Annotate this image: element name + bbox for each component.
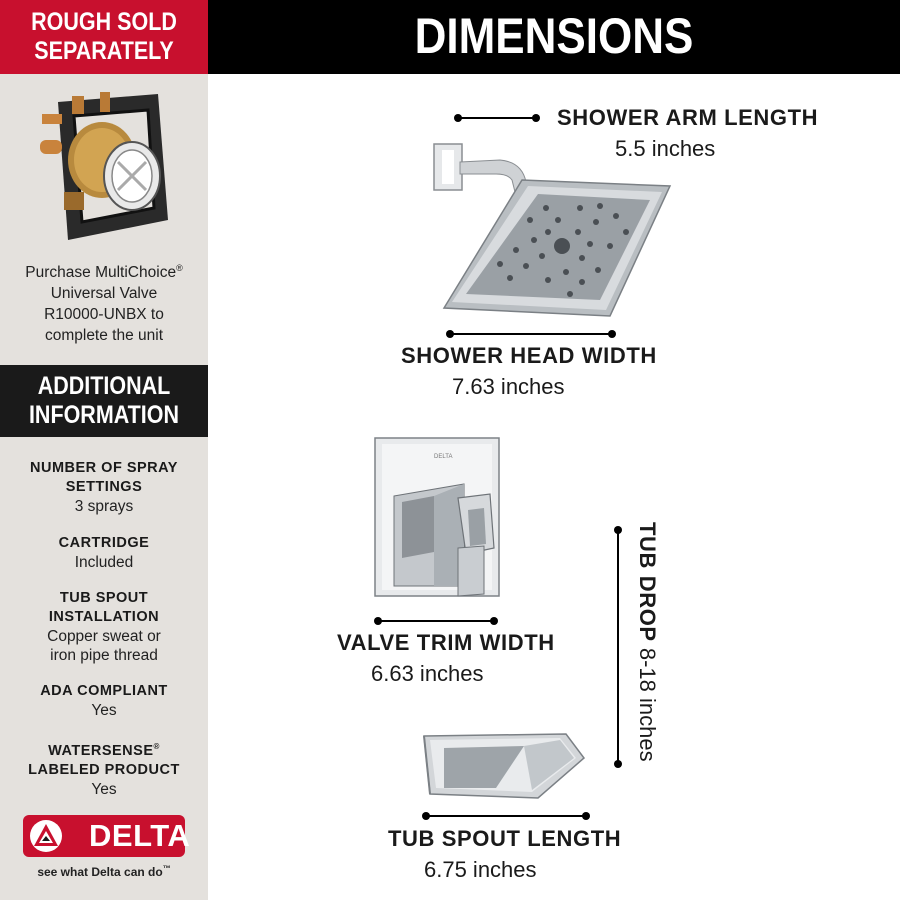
purchase-note [0, 258, 208, 346]
tub-spout-label: TUB SPOUT LENGTH [388, 826, 622, 851]
info-cartridge [0, 534, 208, 572]
valve-trim-label: VALVE TRIM WIDTH [337, 630, 555, 655]
sidebar [0, 0, 208, 900]
svg-text:DELTA: DELTA [434, 454, 453, 460]
delta-triangle-logo [29, 819, 63, 853]
info-value: iron pipe thread [50, 647, 158, 664]
info-value: 3 sprays [74, 498, 134, 515]
info-value: Yes [91, 780, 117, 798]
info-label: CARTRIDGE [58, 535, 150, 551]
purchase-line-2: Universal Valve [50, 285, 158, 303]
info-label: LABELED PRODUCT [28, 761, 180, 778]
tub-spout-value: 6.75 inches [424, 857, 537, 882]
tub-drop-dimension-line [617, 530, 619, 764]
info-tub-spout-installation [0, 589, 208, 665]
tub-spout-image [420, 728, 588, 808]
info-spray-settings [0, 459, 208, 516]
purchase-line-1: Purchase MultiChoice [25, 264, 177, 282]
shower-head-value: 7.63 inches [452, 374, 565, 399]
info-label: NUMBER OF SPRAY [30, 460, 178, 476]
info-label: ADA COMPLIANT [40, 683, 168, 699]
shower-arm-dimension-line [458, 117, 536, 119]
info-ada-compliant [0, 682, 208, 720]
tub-spout-dimension-line [426, 815, 586, 817]
shower-head-label: SHOWER HEAD WIDTH [401, 343, 657, 368]
shower-head-image [430, 140, 675, 320]
dimensions-header [208, 0, 900, 74]
additional-header-line-1: ADDITIONAL [37, 372, 171, 400]
tub-drop-text [634, 522, 660, 762]
info-value: Included [74, 554, 134, 571]
info-label: INSTALLATION [48, 609, 160, 625]
info-watersense [0, 737, 208, 799]
shower-arm-label: SHOWER ARM LENGTH [557, 105, 819, 130]
info-label: TUB SPOUT [59, 590, 149, 606]
registered-mark: ® [176, 263, 183, 273]
rough-valve-image [40, 92, 170, 242]
rough-sold-separately-header [0, 0, 208, 74]
additional-header-line-2: INFORMATION [28, 401, 180, 429]
info-label: WATERSENSE [48, 742, 154, 759]
info-value: Copper sweat or [47, 628, 161, 645]
info-value: Yes [91, 702, 117, 719]
delta-logo [23, 815, 191, 857]
shower-head-dimension-line [450, 333, 612, 335]
info-label: SETTINGS [65, 479, 143, 495]
rough-header-line-2: SEPARATELY [34, 37, 174, 65]
additional-information-header [0, 365, 208, 437]
valve-trim-value: 6.63 inches [371, 661, 484, 686]
tub-drop-label: TUB DROP [635, 522, 660, 642]
valve-trim-image [372, 436, 512, 606]
rough-header-line-1: ROUGH SOLD [31, 8, 177, 36]
purchase-line-4: complete the unit [44, 327, 164, 345]
shower-arm-value: 5.5 inches [615, 136, 716, 161]
purchase-line-3: R10000-UNBX to [44, 306, 164, 324]
tub-drop-value: 8-18 inches [635, 647, 660, 762]
trademark-mark: ™ [162, 864, 171, 873]
tagline-text: see what Delta can do [37, 865, 163, 879]
page-title: DIMENSIONS [414, 8, 694, 64]
valve-trim-dimension-line [378, 620, 494, 622]
registered-mark: ® [153, 742, 160, 751]
delta-logo-text: DELTA [89, 818, 191, 853]
tagline [0, 864, 208, 879]
